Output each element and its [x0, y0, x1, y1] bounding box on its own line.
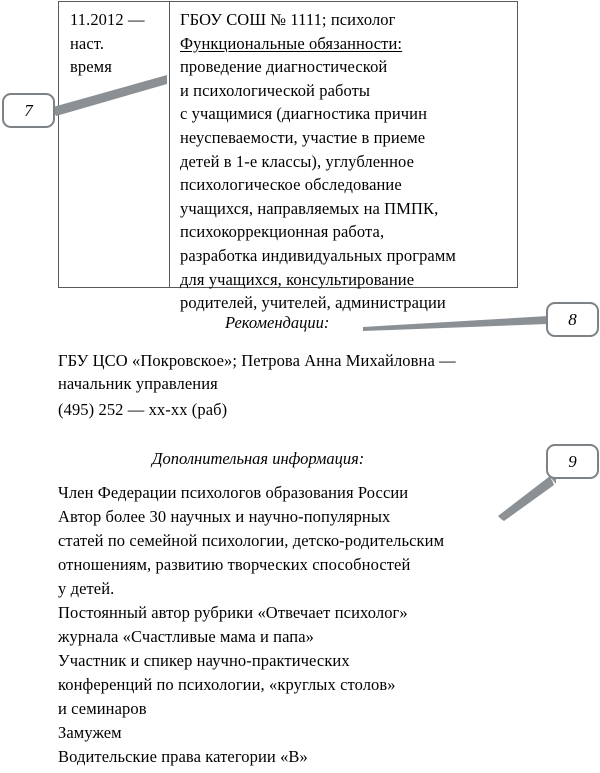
description-line-duties-heading: Функциональные обязанности: — [180, 33, 403, 53]
additional-info-heading: Дополнительная информация: — [152, 449, 365, 468]
description-line: проведение диагностической — [180, 57, 388, 77]
callout-badge-7[interactable] — [2, 93, 55, 128]
experience-table — [58, 1, 518, 313]
additional-info-line: статей по семейной психологии, детско-родительским — [58, 531, 445, 550]
recommendations-line: (495) 252 — xx-xx (раб) — [58, 400, 228, 419]
recommendations-line: ГБУ ЦСО «Покровское»; Петрова Анна Михайловна — — [58, 351, 456, 370]
description-line: с учащимися (диагностика причин — [180, 104, 428, 124]
description-line: и психологической работы — [180, 80, 371, 100]
additional-info-line: Участник и спикер научно-практических — [58, 651, 350, 670]
additional-info-line: Член Федерации психологов образования России — [58, 483, 409, 502]
callout-number: 8 — [568, 309, 577, 329]
period-line: время — [70, 57, 112, 77]
additional-info-line: и семинаров — [58, 699, 147, 718]
callout-8-leader-line — [355, 300, 555, 340]
callout-number: 7 — [24, 100, 33, 120]
description-line: психокоррекционная работа, — [180, 222, 385, 242]
recommendations-line: начальник управления — [58, 374, 218, 393]
description-line: психологическое обследование — [180, 175, 402, 195]
callout-badge-9[interactable] — [546, 444, 599, 479]
description-line: ГБОУ СОШ № 1111; психолог — [180, 10, 396, 29]
callout-badge-8[interactable] — [546, 302, 599, 337]
additional-info-line: отношениям, развитию творческих способностей — [58, 555, 411, 574]
additional-info-line: Постоянный автор рубрики «Отвечает психолог» — [58, 603, 408, 622]
additional-info-line: Автор более 30 научных и научно-популярных — [58, 507, 391, 526]
table-cell-description — [170, 2, 517, 313]
description-line: разработка индивидуальных программ — [180, 245, 456, 265]
table-cell-period — [59, 2, 170, 287]
description-line: неуспеваемости, участие в приеме — [180, 127, 426, 147]
period-line: 11.2012 — — [70, 10, 145, 29]
additional-info-line: Замужем — [58, 723, 122, 742]
callout-number: 9 — [568, 451, 577, 471]
period-line: наст. — [70, 33, 105, 53]
additional-info-line: Водительские права категории «В» — [58, 747, 308, 766]
additional-info-line: журнала «Счастливые мама и папа» — [58, 627, 314, 646]
description-line: детей в 1-е классы), углубленное — [180, 151, 414, 171]
recommendations-heading: Рекомендации: — [225, 313, 330, 332]
description-line: учащихся, направляемых на ПМПК, — [180, 198, 439, 218]
additional-info-line: у детей. — [58, 579, 115, 598]
additional-info-line: конференций по психологии, «круглых столов» — [58, 675, 396, 694]
description-line: для учащихся, консультирование — [180, 269, 415, 289]
description-line: родителей, учителей, администрации — [180, 293, 446, 313]
